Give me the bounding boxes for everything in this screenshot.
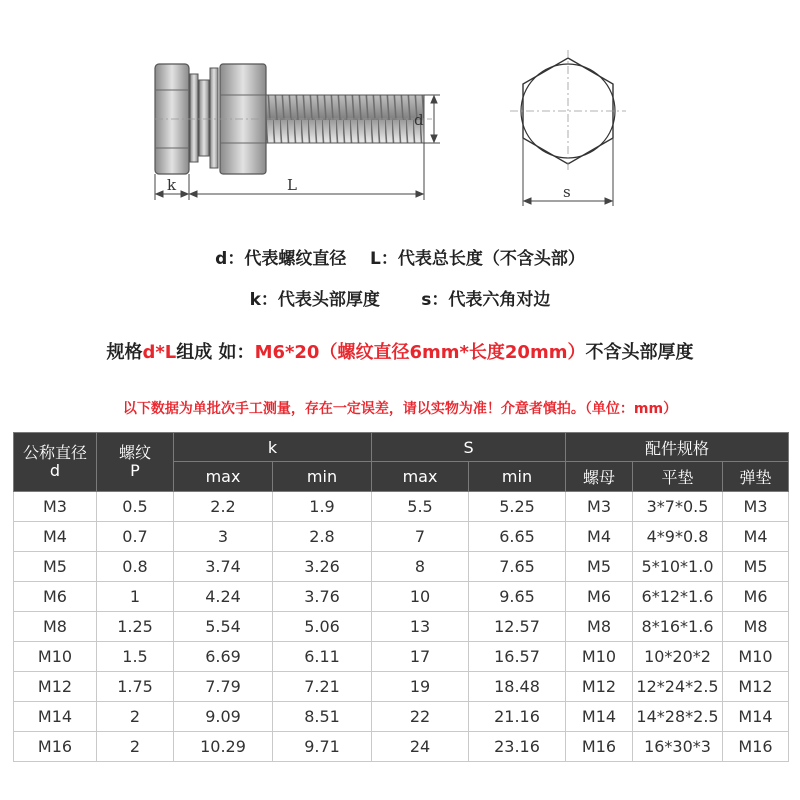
legend-line-1: d：代表螺纹直径 L：代表总长度（不含头部） bbox=[215, 249, 585, 269]
cell-nut: M8 bbox=[566, 612, 633, 642]
label-L: L bbox=[287, 176, 297, 194]
header-nut: 螺母 bbox=[566, 462, 633, 492]
header-k-max: max bbox=[174, 462, 273, 492]
table-row bbox=[14, 552, 789, 582]
cell-flat-washer: 3*7*0.5 bbox=[633, 492, 723, 522]
table-row bbox=[14, 672, 789, 702]
header-s-min: min bbox=[469, 462, 566, 492]
cell-spring-washer: M8 bbox=[723, 612, 789, 642]
cell-pitch: 0.7 bbox=[97, 522, 174, 552]
table-row bbox=[14, 702, 789, 732]
cell-k-min: 3.76 bbox=[273, 582, 372, 612]
cell-flat-washer: 4*9*0.8 bbox=[633, 522, 723, 552]
cell-spring-washer: M4 bbox=[723, 522, 789, 552]
cell-spring-washer: M3 bbox=[723, 492, 789, 522]
cell-s-max: 17 bbox=[372, 642, 469, 672]
hex-head-top-view bbox=[510, 50, 626, 172]
cell-nut: M10 bbox=[566, 642, 633, 672]
cell-k-max: 4.24 bbox=[174, 582, 273, 612]
cell-nut: M3 bbox=[566, 492, 633, 522]
label-k: k bbox=[167, 176, 177, 194]
cell-spring-washer: M16 bbox=[723, 732, 789, 762]
cell-s-min: 12.57 bbox=[469, 612, 566, 642]
cell-s-max: 10 bbox=[372, 582, 469, 612]
cell-spring-washer: M10 bbox=[723, 642, 789, 672]
table-row bbox=[14, 492, 789, 522]
cell-k-min: 9.71 bbox=[273, 732, 372, 762]
cell-k-min: 2.8 bbox=[273, 522, 372, 552]
header-s-max: max bbox=[372, 462, 469, 492]
header-spring-washer: 弹垫 bbox=[723, 462, 789, 492]
cell-flat-washer: 16*30*3 bbox=[633, 732, 723, 762]
cell-nominal: M16 bbox=[14, 732, 97, 762]
cell-s-max: 5.5 bbox=[372, 492, 469, 522]
cell-s-max: 19 bbox=[372, 672, 469, 702]
cell-pitch: 0.8 bbox=[97, 552, 174, 582]
measurement-notice: 以下数据为单批次手工测量，存在一定误差，请以实物为准！介意者慎拍。（单位：mm） bbox=[122, 401, 678, 417]
cell-pitch: 1.25 bbox=[97, 612, 174, 642]
bolt-spec-table bbox=[13, 432, 789, 762]
cell-spring-washer: M12 bbox=[723, 672, 789, 702]
cell-spring-washer: M5 bbox=[723, 552, 789, 582]
cell-k-min: 1.9 bbox=[273, 492, 372, 522]
table-row bbox=[14, 522, 789, 552]
table-row bbox=[14, 732, 789, 762]
cell-s-max: 8 bbox=[372, 552, 469, 582]
cell-flat-washer: 14*28*2.5 bbox=[633, 702, 723, 732]
cell-pitch: 1 bbox=[97, 582, 174, 612]
cell-k-max: 9.09 bbox=[174, 702, 273, 732]
label-s: s bbox=[563, 183, 571, 201]
header-k: k bbox=[174, 433, 372, 462]
header-k-min: min bbox=[273, 462, 372, 492]
cell-k-min: 6.11 bbox=[273, 642, 372, 672]
cell-s-min: 5.25 bbox=[469, 492, 566, 522]
spec-prefix: 规格 bbox=[106, 342, 143, 363]
cell-s-max: 22 bbox=[372, 702, 469, 732]
cell-spring-washer: M6 bbox=[723, 582, 789, 612]
cell-k-max: 3.74 bbox=[174, 552, 273, 582]
cell-s-min: 23.16 bbox=[469, 732, 566, 762]
cell-flat-washer: 6*12*1.6 bbox=[633, 582, 723, 612]
cell-s-max: 24 bbox=[372, 732, 469, 762]
bolt-diagram bbox=[0, 0, 800, 225]
cell-k-max: 5.54 bbox=[174, 612, 273, 642]
table-row bbox=[14, 612, 789, 642]
cell-k-min: 5.06 bbox=[273, 612, 372, 642]
cell-nominal: M8 bbox=[14, 612, 97, 642]
header-pitch bbox=[97, 433, 174, 492]
cell-flat-washer: 5*10*1.0 bbox=[633, 552, 723, 582]
spec-example-value: M6*20（螺纹直径6mm*长度20mm） bbox=[254, 342, 586, 363]
header-pitch-line2: P bbox=[130, 461, 140, 480]
cell-s-max: 13 bbox=[372, 612, 469, 642]
cell-k-min: 8.51 bbox=[273, 702, 372, 732]
cell-nut: M6 bbox=[566, 582, 633, 612]
cell-s-min: 18.48 bbox=[469, 672, 566, 702]
cell-s-min: 9.65 bbox=[469, 582, 566, 612]
table-row bbox=[14, 642, 789, 672]
cell-nominal: M5 bbox=[14, 552, 97, 582]
cell-s-min: 6.65 bbox=[469, 522, 566, 552]
header-nominal-line1: 公称直径 bbox=[22, 443, 87, 462]
cell-flat-washer: 10*20*2 bbox=[633, 642, 723, 672]
cell-k-min: 3.26 bbox=[273, 552, 372, 582]
header-nominal-line2: d bbox=[49, 461, 61, 480]
cell-pitch: 1.5 bbox=[97, 642, 174, 672]
cell-pitch: 2 bbox=[97, 702, 174, 732]
washers bbox=[190, 68, 218, 168]
cell-k-max: 6.69 bbox=[174, 642, 273, 672]
cell-nut: M12 bbox=[566, 672, 633, 702]
cell-k-max: 7.79 bbox=[174, 672, 273, 702]
cell-nominal: M14 bbox=[14, 702, 97, 732]
cell-s-min: 21.16 bbox=[469, 702, 566, 732]
cell-flat-washer: 12*24*2.5 bbox=[633, 672, 723, 702]
spec-mid: 组成 如： bbox=[176, 342, 255, 363]
header-s: S bbox=[372, 433, 566, 462]
spec-example bbox=[0, 338, 800, 364]
cell-k-min: 7.21 bbox=[273, 672, 372, 702]
header-nominal-diameter bbox=[14, 433, 97, 492]
cell-flat-washer: 8*16*1.6 bbox=[633, 612, 723, 642]
cell-nut: M16 bbox=[566, 732, 633, 762]
cell-nominal: M4 bbox=[14, 522, 97, 552]
cell-k-max: 3 bbox=[174, 522, 273, 552]
cell-nominal: M10 bbox=[14, 642, 97, 672]
cell-spring-washer: M14 bbox=[723, 702, 789, 732]
legend-line-2: k：代表头部厚度 s：代表六角对边 bbox=[249, 290, 551, 310]
label-d: d bbox=[414, 111, 424, 129]
cell-nut: M4 bbox=[566, 522, 633, 552]
cell-nut: M5 bbox=[566, 552, 633, 582]
cell-pitch: 1.75 bbox=[97, 672, 174, 702]
cell-nut: M14 bbox=[566, 702, 633, 732]
cell-nominal: M6 bbox=[14, 582, 97, 612]
header-pitch-line1: 螺纹 bbox=[118, 443, 151, 462]
cell-s-max: 7 bbox=[372, 522, 469, 552]
spec-suffix: 不含头部厚度 bbox=[585, 342, 694, 363]
spec-formula: d*L bbox=[142, 342, 177, 363]
cell-nominal: M3 bbox=[14, 492, 97, 522]
cell-s-min: 7.65 bbox=[469, 552, 566, 582]
cell-k-max: 2.2 bbox=[174, 492, 273, 522]
cell-pitch: 2 bbox=[97, 732, 174, 762]
cell-pitch: 0.5 bbox=[97, 492, 174, 522]
cell-nominal: M12 bbox=[14, 672, 97, 702]
header-flat-washer: 平垫 bbox=[633, 462, 723, 492]
cell-k-max: 10.29 bbox=[174, 732, 273, 762]
cell-s-min: 16.57 bbox=[469, 642, 566, 672]
header-accessories: 配件规格 bbox=[566, 433, 789, 462]
table-row bbox=[14, 582, 789, 612]
